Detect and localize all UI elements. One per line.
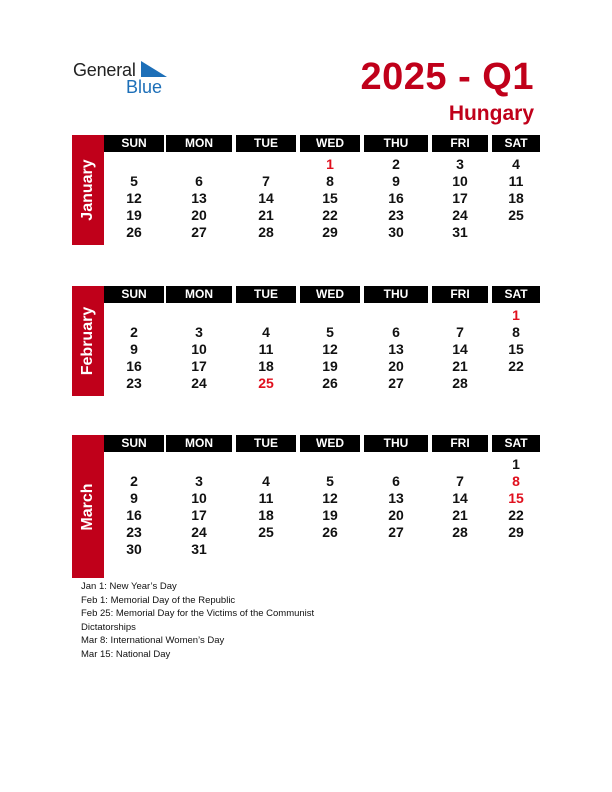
day-cell: 15 — [322, 190, 338, 206]
day-cell: 27 — [191, 224, 207, 240]
day-cell: 26 — [322, 524, 338, 540]
weekday-header: SAT — [492, 135, 540, 152]
holiday-day: 1 — [326, 156, 334, 172]
holiday-day: 1 — [512, 307, 520, 323]
holiday-day: 25 — [258, 375, 274, 391]
day-cell: 20 — [191, 207, 207, 223]
weekday-header: THU — [364, 135, 428, 152]
day-cell: 16 — [126, 507, 142, 523]
day-cell: 9 — [392, 173, 400, 189]
day-cell: 22 — [508, 358, 524, 374]
day-cell: 31 — [191, 541, 207, 557]
day-cell: 3 — [195, 324, 203, 340]
day-cell: 28 — [452, 524, 468, 540]
holiday-notes — [81, 580, 314, 662]
page-title: 2025 - Q1 — [360, 56, 534, 98]
day-cell: 11 — [258, 490, 274, 506]
day-cell: 6 — [392, 473, 400, 489]
day-cell: 6 — [195, 173, 203, 189]
day-cell: 25 — [258, 524, 274, 540]
day-cell: 12 — [322, 341, 338, 357]
day-cell: 14 — [452, 341, 468, 357]
day-cell: 8 — [326, 173, 334, 189]
month-february — [72, 286, 540, 396]
day-cell: 17 — [452, 190, 468, 206]
day-cell: 16 — [126, 358, 142, 374]
month-label — [72, 286, 104, 396]
day-cell: 30 — [126, 541, 142, 557]
day-cell: 25 — [508, 207, 524, 223]
day-cell: 7 — [456, 324, 464, 340]
day-cell: 26 — [322, 375, 338, 391]
day-cell: 28 — [452, 375, 468, 391]
day-cell: 7 — [262, 173, 270, 189]
holiday-note: Mar 15: National Day — [81, 648, 171, 660]
weekday-header: SUN — [104, 135, 164, 152]
weekday-header: SUN — [104, 286, 164, 303]
day-cell: 5 — [326, 473, 334, 489]
day-cell: 17 — [191, 358, 207, 374]
day-cell: 18 — [258, 358, 274, 374]
day-cell: 8 — [512, 324, 520, 340]
day-cell: 3 — [195, 473, 203, 489]
weekday-header: FRI — [432, 286, 488, 303]
day-cell: 19 — [322, 507, 338, 523]
day-cell: 2 — [130, 473, 138, 489]
day-cell: 21 — [452, 507, 468, 523]
day-cell: 31 — [452, 224, 468, 240]
day-cell: 2 — [392, 156, 400, 172]
day-cell: 13 — [388, 341, 404, 357]
day-cell: 12 — [126, 190, 142, 206]
day-cell: 26 — [126, 224, 142, 240]
logo-triangle-icon — [141, 61, 167, 77]
day-cell: 18 — [508, 190, 524, 206]
day-cell: 2 — [130, 324, 138, 340]
day-cell: 16 — [388, 190, 404, 206]
day-cell: 12 — [322, 490, 338, 506]
month-label — [72, 135, 104, 245]
day-cell: 28 — [258, 224, 274, 240]
day-cell: 10 — [191, 490, 207, 506]
weekday-header: FRI — [432, 435, 488, 452]
holiday-day: 8 — [512, 473, 520, 489]
day-cell: 21 — [452, 358, 468, 374]
holiday-note: Mar 8: International Women’s Day — [81, 635, 225, 647]
day-cell: 10 — [452, 173, 468, 189]
day-cell: 13 — [388, 490, 404, 506]
day-cell: 29 — [322, 224, 338, 240]
day-cell: 17 — [191, 507, 207, 523]
weekday-header: TUE — [236, 135, 296, 152]
weekday-header: THU — [364, 435, 428, 452]
day-cell: 15 — [508, 341, 524, 357]
holiday-note: Feb 25: Memorial Day for the Victims of the Communist — [81, 608, 315, 620]
weekday-header: SAT — [492, 286, 540, 303]
day-cell: 20 — [388, 358, 404, 374]
weekday-header: MON — [166, 286, 232, 303]
day-cell: 13 — [191, 190, 207, 206]
day-cell: 10 — [191, 341, 207, 357]
day-cell: 21 — [258, 207, 274, 223]
holiday-note: Jan 1: New Year’s Day — [81, 581, 177, 592]
month-name: February — [79, 306, 96, 376]
day-cell: 22 — [508, 507, 524, 523]
holiday-note: Feb 1: Memorial Day of the Republic — [81, 594, 236, 606]
weekday-header: SAT — [492, 435, 540, 452]
day-cell: 20 — [388, 507, 404, 523]
holiday-note: Dictatorships — [81, 621, 136, 633]
weekday-header: WED — [300, 135, 360, 152]
day-cell: 27 — [388, 524, 404, 540]
day-cell: 11 — [258, 341, 274, 357]
weekday-header: SUN — [104, 435, 164, 452]
day-cell: 14 — [258, 190, 274, 206]
day-cell: 24 — [191, 524, 207, 540]
day-cell: 1 — [512, 456, 520, 472]
weekday-header: MON — [166, 135, 232, 152]
day-cell: 27 — [388, 375, 404, 391]
weekday-header: THU — [364, 286, 428, 303]
logo-text-blue: Blue — [126, 77, 163, 97]
day-cell: 22 — [322, 207, 338, 223]
day-cell: 6 — [392, 324, 400, 340]
logo-text-general: General — [73, 60, 136, 80]
day-cell: 11 — [508, 173, 524, 189]
day-cell: 23 — [126, 375, 142, 391]
month-label — [72, 435, 104, 578]
day-cell: 4 — [262, 473, 270, 489]
weekday-header: WED — [300, 286, 360, 303]
day-cell: 18 — [258, 507, 274, 523]
day-cell: 30 — [388, 224, 404, 240]
day-cell: 4 — [262, 324, 270, 340]
day-cell: 24 — [452, 207, 468, 223]
day-cell: 3 — [456, 156, 464, 172]
month-name: January — [79, 159, 96, 221]
day-cell: 23 — [388, 207, 404, 223]
day-cell: 29 — [508, 524, 524, 540]
weekday-header: TUE — [236, 435, 296, 452]
day-cell: 9 — [130, 490, 138, 506]
weekday-header: MON — [166, 435, 232, 452]
day-cell: 9 — [130, 341, 138, 357]
weekday-header: WED — [300, 435, 360, 452]
weekday-header: TUE — [236, 286, 296, 303]
day-cell: 7 — [456, 473, 464, 489]
generalblue-logo — [73, 60, 173, 96]
day-cell: 19 — [322, 358, 338, 374]
month-name: March — [79, 482, 96, 531]
day-cell: 14 — [452, 490, 468, 506]
month-march — [72, 435, 540, 562]
weekday-header: FRI — [432, 135, 488, 152]
day-cell: 5 — [130, 173, 138, 189]
country-name: Hungary — [448, 102, 534, 125]
day-cell: 24 — [191, 375, 207, 391]
holiday-day: 15 — [508, 490, 524, 506]
month-january — [72, 135, 540, 245]
day-cell: 4 — [512, 156, 520, 172]
day-cell: 23 — [126, 524, 142, 540]
day-cell: 5 — [326, 324, 334, 340]
day-cell: 19 — [126, 207, 142, 223]
